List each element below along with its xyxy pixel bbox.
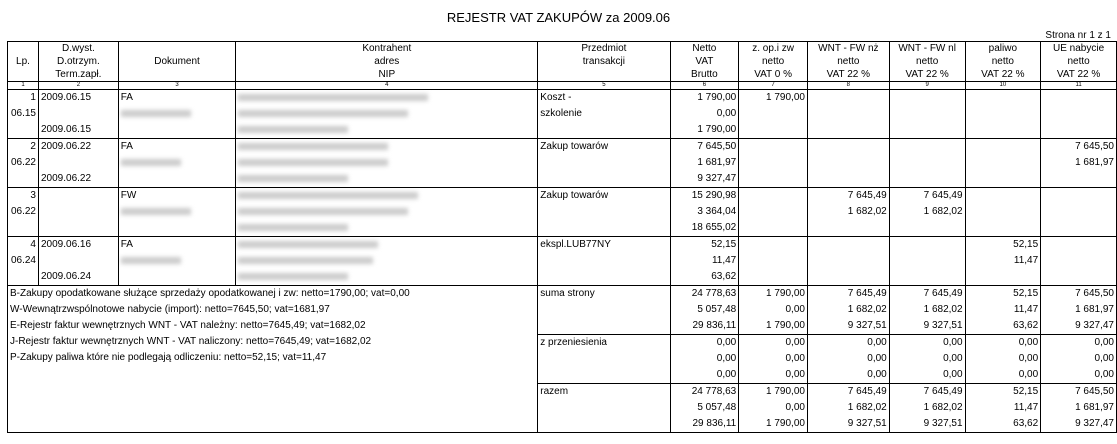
- row-zw: [739, 188, 808, 237]
- totals-zw: 0,00 0,00 0,00: [739, 335, 808, 384]
- table-row: [8, 237, 1117, 286]
- row-zw: 1 790,00: [739, 90, 808, 139]
- column-number: 1: [8, 82, 39, 90]
- totals-label: suma strony: [538, 286, 670, 335]
- row-dates: [38, 188, 118, 237]
- row-zw: [739, 139, 808, 188]
- column-number: 6: [670, 82, 739, 90]
- row-dokument: FA: [118, 90, 236, 139]
- totals-wnt-nz: 0,00 0,00 0,00: [807, 335, 889, 384]
- table-row: [8, 188, 1117, 237]
- row-zw: [739, 237, 808, 286]
- row-wnt-nl: [889, 237, 965, 286]
- column-number-row: [8, 82, 1117, 90]
- row-ue: 7 645,50 1 681,97: [1041, 139, 1117, 188]
- row-paliwo: [965, 90, 1041, 139]
- row-dokument: FA: [118, 139, 236, 188]
- totals-row: [8, 286, 1117, 335]
- row-ue: [1041, 237, 1117, 286]
- header-wnt-nz: WNT - FW nż netto VAT 22 %: [807, 42, 889, 82]
- header-paliwo: paliwo netto VAT 22 %: [965, 42, 1041, 82]
- header-netto: Netto VAT Brutto: [670, 42, 739, 82]
- row-lp: 1 06.15: [8, 90, 39, 139]
- row-przedmiot: Zakup towarów: [538, 139, 670, 188]
- totals-netto: 24 778,63 5 057,48 29 836,11: [670, 286, 739, 335]
- header-wnt-nl: WNT - FW nl netto VAT 22 %: [889, 42, 965, 82]
- totals-ue: 0,00 0,00 0,00: [1041, 335, 1117, 384]
- header-dokument: Dokument: [118, 42, 236, 82]
- row-dates: 2009.06.16 2009.06.24: [38, 237, 118, 286]
- header-row: [8, 42, 1117, 82]
- column-number: 7: [739, 82, 808, 90]
- row-lp: 3 06.22: [8, 188, 39, 237]
- row-wnt-nz: [807, 139, 889, 188]
- row-przedmiot: ekspl.LUB77NY: [538, 237, 670, 286]
- column-number: 3: [118, 82, 236, 90]
- column-number: 9: [889, 82, 965, 90]
- totals-label: razem: [538, 384, 670, 433]
- totals-paliwo: 52,15 11,47 63,62: [965, 286, 1041, 335]
- column-number: 5: [538, 82, 670, 90]
- row-wnt-nl: [889, 90, 965, 139]
- row-wnt-nl: [889, 139, 965, 188]
- header-lp: Lp.: [8, 42, 39, 82]
- row-netto: 7 645,50 1 681,97 9 327,47: [670, 139, 739, 188]
- row-lp: 4 06.24: [8, 237, 39, 286]
- row-ue: [1041, 90, 1117, 139]
- totals-wnt-nl: 7 645,49 1 682,02 9 327,51: [889, 286, 965, 335]
- column-number: 2: [38, 82, 118, 90]
- totals-ue: 7 645,50 1 681,97 9 327,47: [1041, 384, 1117, 433]
- row-paliwo: [965, 139, 1041, 188]
- totals-label: z przeniesienia: [538, 335, 670, 384]
- row-wnt-nz: [807, 237, 889, 286]
- row-paliwo: [965, 188, 1041, 237]
- row-netto: 1 790,00 0,00 1 790,00: [670, 90, 739, 139]
- row-dates: 2009.06.22 2009.06.22: [38, 139, 118, 188]
- row-kontrahent: [236, 237, 538, 286]
- table-row: [8, 90, 1117, 139]
- header-kontrahent: Kontrahent adres NIP: [236, 42, 538, 82]
- header-zw: z. op.i zw netto VAT 0 %: [739, 42, 808, 82]
- totals-netto: 0,00 0,00 0,00: [670, 335, 739, 384]
- header-przedmiot: Przedmiot transakcji: [538, 42, 670, 82]
- vat-register-table: [7, 41, 1117, 433]
- row-netto: 52,15 11,47 63,62: [670, 237, 739, 286]
- row-przedmiot: Zakup towarów: [538, 188, 670, 237]
- column-number: 8: [807, 82, 889, 90]
- row-paliwo: 52,15 11,47: [965, 237, 1041, 286]
- header-dates: D.wyst. D.otrzym. Term.zapł.: [38, 42, 118, 82]
- column-number: 11: [1041, 82, 1117, 90]
- header-ue: UE nabycie netto VAT 22 %: [1041, 42, 1117, 82]
- totals-paliwo: 0,00 0,00 0,00: [965, 335, 1041, 384]
- totals-ue: 7 645,50 1 681,97 9 327,47: [1041, 286, 1117, 335]
- row-wnt-nz: 7 645,49 1 682,02: [807, 188, 889, 237]
- page-number: Strona nr 1 z 1: [1045, 30, 1111, 41]
- totals-netto: 24 778,63 5 057,48 29 836,11: [670, 384, 739, 433]
- column-number: 4: [236, 82, 538, 90]
- totals-wnt-nl: 7 645,49 1 682,02 9 327,51: [889, 384, 965, 433]
- row-netto: 15 290,98 3 364,04 18 655,02: [670, 188, 739, 237]
- totals-zw: 1 790,00 0,00 1 790,00: [739, 384, 808, 433]
- row-dokument: FA: [118, 237, 236, 286]
- report-title: REJESTR VAT ZAKUPÓW za 2009.06: [446, 10, 671, 25]
- table-row: [8, 139, 1117, 188]
- row-ue: [1041, 188, 1117, 237]
- row-wnt-nz: [807, 90, 889, 139]
- row-dates: 2009.06.15 2009.06.15: [38, 90, 118, 139]
- summary-text: B-Zakupy opodatkowane służące sprzedaży opodatkowanej i zw: netto=1790,00; vat=0,00 W-Wewnątrzwspólnotowe nabycie (import): netto=7645,50; vat=1681,97 E-Rejestr faktur wewnętrznych WNT - VAT należny: netto=7645,49; vat=1682,02 J-Rejestr faktur wewnętrznych WNT - VAT naliczony: netto=7645,49; vat=1682,02 P-Zakupy paliwa które nie podlegają odliczeniu: netto=52,15; vat=11,47: [8, 286, 538, 433]
- column-number: 10: [965, 82, 1041, 90]
- totals-wnt-nz: 7 645,49 1 682,02 9 327,51: [807, 286, 889, 335]
- row-wnt-nl: 7 645,49 1 682,02: [889, 188, 965, 237]
- row-dokument: FW: [118, 188, 236, 237]
- totals-wnt-nl: 0,00 0,00 0,00: [889, 335, 965, 384]
- row-kontrahent: [236, 139, 538, 188]
- row-lp: 2 06.22: [8, 139, 39, 188]
- totals-zw: 1 790,00 0,00 1 790,00: [739, 286, 808, 335]
- totals-wnt-nz: 7 645,49 1 682,02 9 327,51: [807, 384, 889, 433]
- row-kontrahent: [236, 90, 538, 139]
- row-kontrahent: [236, 188, 538, 237]
- row-przedmiot: Koszt - szkolenie: [538, 90, 670, 139]
- totals-paliwo: 52,15 11,47 63,62: [965, 384, 1041, 433]
